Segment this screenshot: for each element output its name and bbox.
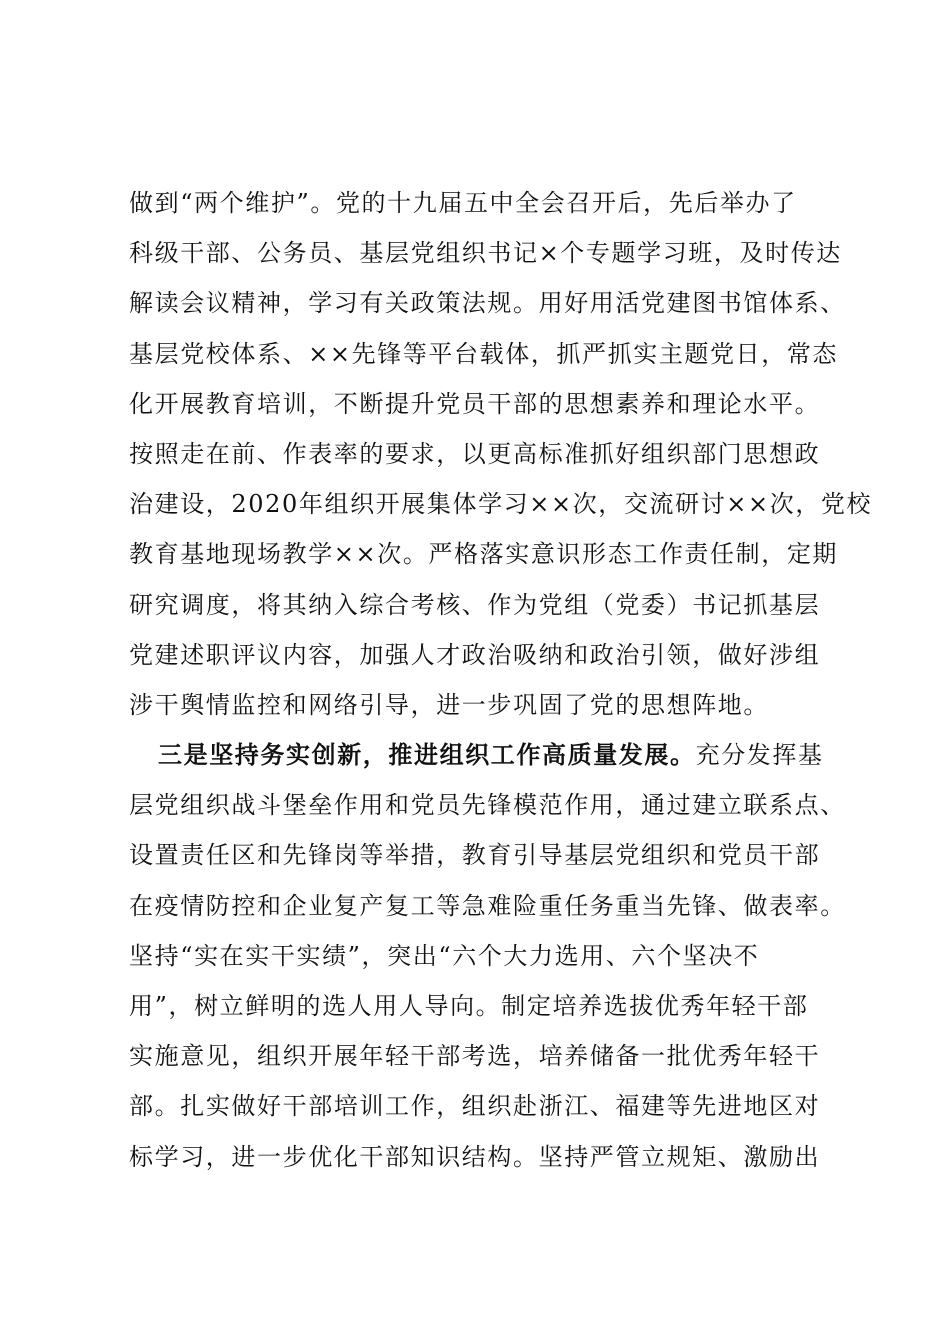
text-line: 党建述职评议内容，加强人才政治吸纳和政治引领，做好涉组 bbox=[129, 640, 821, 669]
text-line: 按照走在前、作表率的要求，以更高标准抓好组织部门思想政 bbox=[129, 439, 821, 468]
text-line: 基层党校体系、××先锋等平台载体，抓严抓实主题党日，常态 bbox=[129, 339, 839, 368]
text-line: 坚持“实在实干实绩”，突出“六个大力选用、六个坚决不 bbox=[129, 941, 760, 970]
text-line: 实施意见，组织开展年轻干部考选，培养储备一批优秀年轻干 bbox=[129, 1042, 821, 1071]
body-text bbox=[129, 178, 873, 1182]
text-line: 解读会议精神，学习有关政策法规。用好用活党建图书馆体系、 bbox=[129, 289, 846, 318]
text-line: 在疫情防控和企业复产复工等急难险重任务重当先锋、做表率。 bbox=[129, 891, 846, 920]
text-line: 层党组织战斗堡垒作用和党员先锋模范作用，通过建立联系点、 bbox=[129, 791, 846, 820]
text-line: 设置责任区和先锋岗等举措，教育引导基层党组织和党员干部 bbox=[129, 841, 821, 870]
paragraph-lead-sentence: 三是坚持务实创新，推进组织工作高质量发展。 bbox=[158, 740, 696, 770]
text-line: 涉干舆情监控和网络引导，进一步巩固了党的思想阵地。 bbox=[129, 690, 769, 719]
text-line: 教育基地现场教学××次。严格落实意识形态工作责任制，定期 bbox=[129, 540, 839, 569]
text-run: 充分发挥基 bbox=[695, 741, 824, 770]
paragraph-2 bbox=[129, 730, 869, 1182]
text-line: 化开展教育培训，不断提升党员干部的思想素养和理论水平。 bbox=[129, 389, 821, 418]
text-line: 部。扎实做好干部培训工作，组织赴浙江、福建等先进地区对 bbox=[129, 1092, 821, 1121]
text-line: 用”，树立鲜明的选人用人导向。制定培养选拔优秀年轻干部 bbox=[129, 992, 809, 1020]
text-line: 治建设，2020年组织开展集体学习××次，交流研讨××次，党校 bbox=[129, 490, 873, 519]
text-line: 研究调度，将其纳入综合考核、作为党组（党委）书记抓基层 bbox=[129, 590, 821, 619]
text-line: 科级干部、公务员、基层党组织书记×个专题学习班，及时传达 bbox=[129, 239, 842, 268]
text-line: 标学习，进一步优化干部知识结构。坚持严管立规矩、激励出 bbox=[129, 1142, 821, 1171]
paragraph-2-first-line bbox=[129, 730, 869, 780]
paragraph-1 bbox=[129, 178, 873, 730]
text-line: 做到“两个维护”。党的十九届五中全会召开后，先后举办了 bbox=[129, 189, 797, 217]
